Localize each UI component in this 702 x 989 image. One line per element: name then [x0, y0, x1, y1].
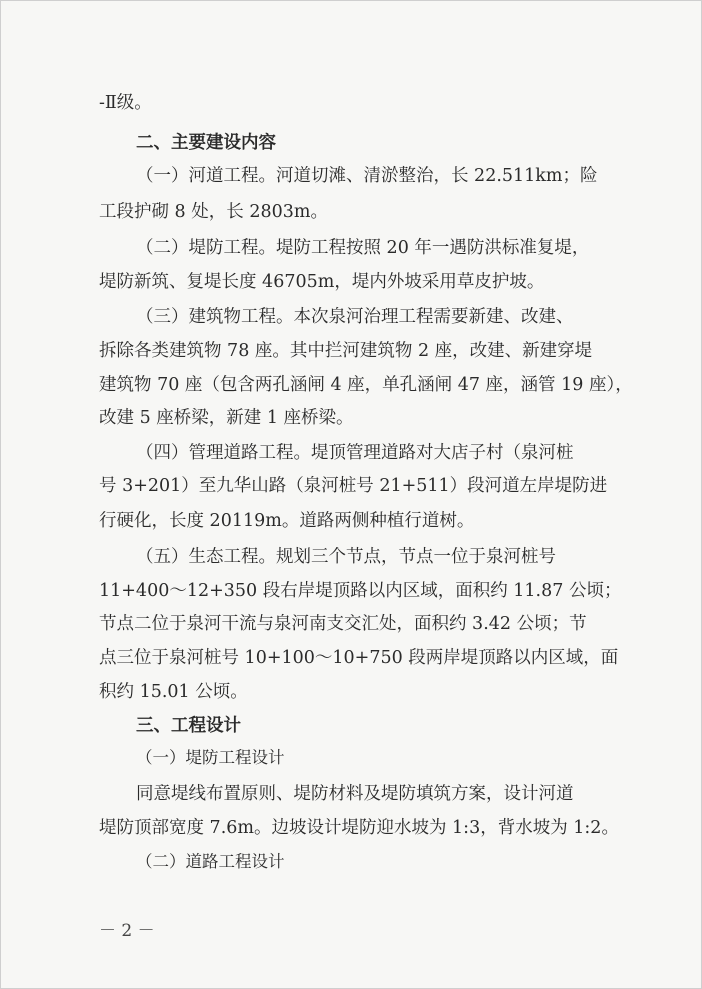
paragraph-2-line-2: 堤防新筑、复堤长度 46705m，堤内外坡采用草皮护坡。	[99, 272, 545, 292]
paragraph-2-line-1: （二）堤防工程。堤防工程按照 20 年一遇防洪标准复堤，	[136, 238, 590, 258]
paragraph-3-line-4: 改建 5 座桥梁，新建 1 座桥梁。	[99, 408, 354, 428]
paragraph-4-line-3: 行硬化，长度 20119m。道路两侧种植行道树。	[99, 511, 475, 531]
section-heading-3: 三、工程设计	[136, 716, 241, 736]
paragraph-4-line-1: （四）管理道路工程。堤顶管理道路对大店子村（泉河桩	[136, 443, 574, 463]
subsection-heading-3-1: （一）堤防工程设计	[136, 748, 285, 767]
paragraph-5-line-4: 点三位于泉河桩号 10+100～10+750 段两岸堤顶路以内区域，面	[99, 648, 619, 668]
paragraph-1-line-2: 工段护砌 8 处，长 2803m。	[99, 202, 328, 222]
paragraph-5-line-5: 积约 15.01 公顷。	[99, 682, 248, 702]
paragraph-5-line-2: 11+400～12+350 段右岸堤顶路以内区域，面积约 11.87 公顷；	[99, 581, 622, 601]
paragraph-5-line-1: （五）生态工程。规划三个节点，节点一位于泉河桩号	[136, 547, 556, 567]
paragraph-1-line-1: （一）河道工程。河道切滩、清淤整治，长 22.511km；险	[136, 166, 598, 186]
paragraph-6-line-1: 同意堤线布置原则、堤防材料及堤防填筑方案，设计河道	[136, 784, 574, 804]
paragraph-3-line-1: （三）建筑物工程。本次泉河治理工程需要新建、改建、	[136, 307, 574, 327]
page-number: － 2 －	[99, 921, 155, 941]
text-line-1: -Ⅱ级。	[99, 93, 152, 113]
paragraph-4-line-2: 号 3+201）至九华山路（泉河桩号 21+511）段河道左岸堤防进	[99, 476, 608, 496]
paragraph-5-line-3: 节点二位于泉河干流与泉河南支交汇处，面积约 3.42 公顷；节	[99, 614, 587, 634]
subsection-heading-3-2: （二）道路工程设计	[136, 852, 285, 871]
section-heading-2: 二、主要建设内容	[136, 133, 276, 153]
paragraph-6-line-2: 堤防顶部宽度 7.6m。边坡设计堤防迎水坡为 1:3，背水坡为 1:2。	[99, 818, 619, 838]
paragraph-3-line-3: 建筑物 70 座（包含两孔涵闸 4 座，单孔涵闸 47 座，涵管 19 座），	[99, 375, 633, 395]
paragraph-3-line-2: 拆除各类建筑物 78 座。其中拦河建筑物 2 座，改建、新建穿堤	[99, 341, 593, 361]
